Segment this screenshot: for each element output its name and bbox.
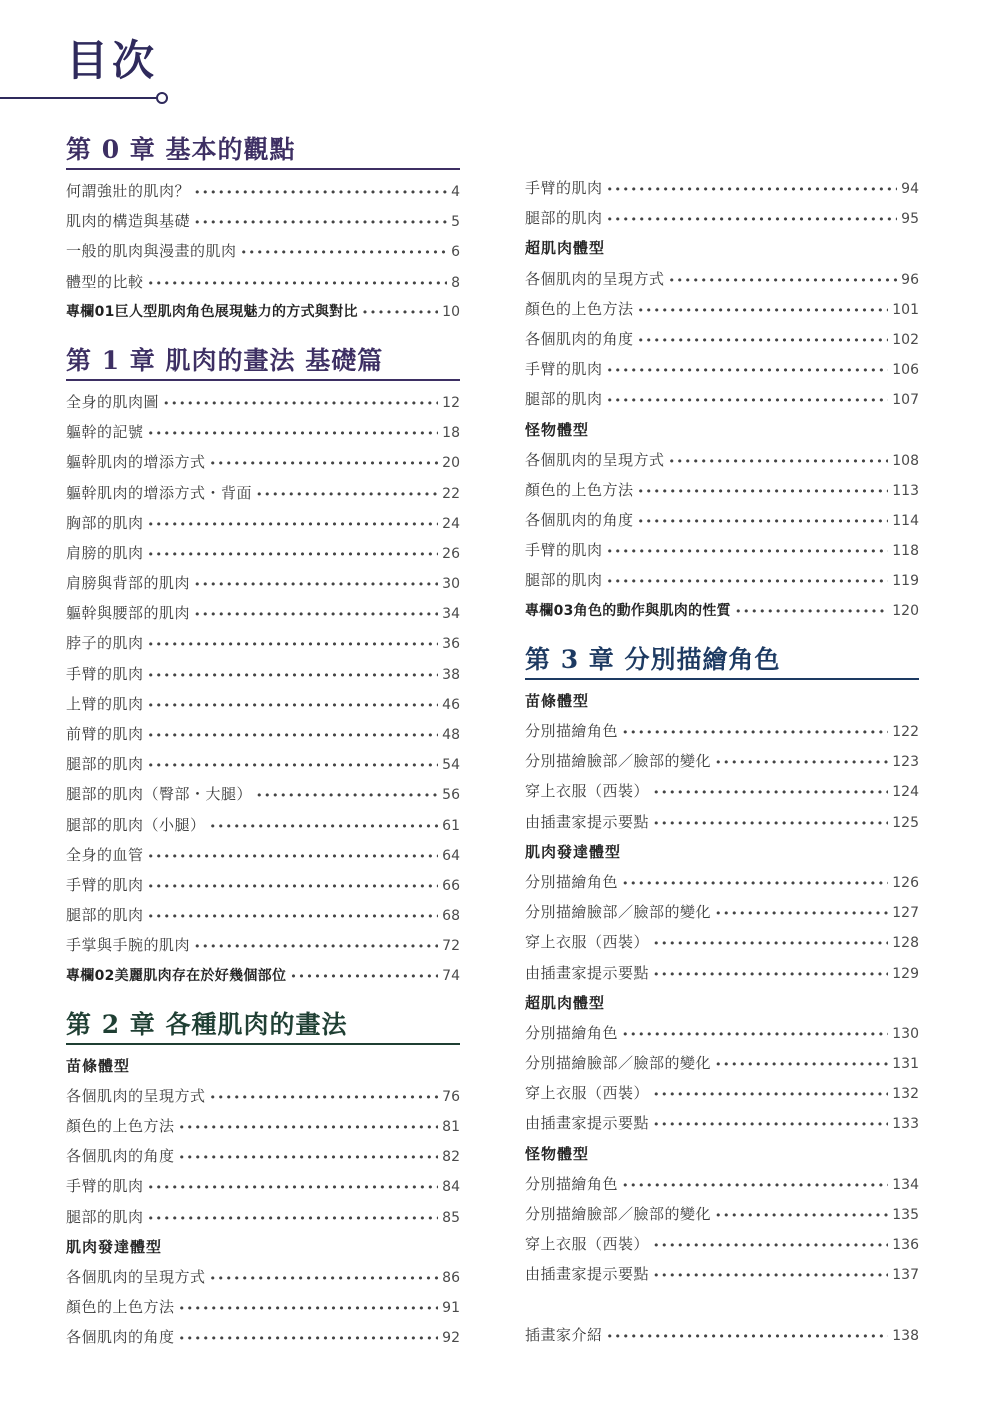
toc-entry[interactable] <box>525 716 919 746</box>
dot-leader <box>148 721 439 751</box>
toc-entry-label: 顏色的上色方法 <box>525 480 634 499</box>
toc-entry[interactable] <box>525 294 919 324</box>
toc-entry-label: 腿部的肌肉 <box>66 1207 144 1226</box>
toc-entry-label: 穿上衣服（西裝） <box>525 782 650 801</box>
toc-entry-page: 68 <box>442 908 460 925</box>
toc-entry-label: 軀幹的記號 <box>66 423 144 442</box>
chapter-3-entries <box>525 686 919 1290</box>
toc-entry-label: 體型的比較 <box>66 272 144 291</box>
title-ornament-dot <box>156 92 168 104</box>
toc-entry-page: 84 <box>442 1179 460 1196</box>
toc-entry-column[interactable] <box>66 961 460 991</box>
toc-entry-label: 由插畫家提示要點 <box>525 1114 650 1133</box>
toc-entry-page: 61 <box>442 817 460 834</box>
toc-entry-page: 133 <box>892 1116 919 1133</box>
toc-entry[interactable] <box>525 324 919 354</box>
body-type-subheading: 怪物體型 <box>525 1144 590 1163</box>
chapter-title: 第 2 章 各種肌肉的畫法 <box>66 1009 348 1039</box>
toc-entry[interactable] <box>525 927 919 957</box>
toc-entry[interactable] <box>66 478 460 508</box>
toc-entry-page: 108 <box>892 452 919 469</box>
dot-leader <box>210 1083 439 1113</box>
toc-entry-page: 36 <box>442 636 460 653</box>
toc-entry-label: 各個肌肉的角度 <box>525 511 634 530</box>
toc-entry-label: 分別描繪臉部／臉部的變化 <box>525 1205 712 1223</box>
toc-entry[interactable] <box>66 447 460 477</box>
toc-column-left <box>66 126 460 1353</box>
toc-entry[interactable] <box>66 930 460 960</box>
toc-entry-page: 48 <box>442 727 460 743</box>
toc-entry-label: 各個肌肉的呈現方式 <box>525 269 665 288</box>
dot-leader <box>638 296 889 326</box>
toc-entry-page: 64 <box>442 847 460 864</box>
toc-entry-page: 8 <box>451 274 460 291</box>
dot-leader <box>148 691 439 721</box>
dot-leader <box>148 419 439 449</box>
toc-entry-label: 腿部的肌肉 <box>525 390 603 409</box>
toc-entry[interactable] <box>66 1081 460 1111</box>
toc-entry[interactable] <box>66 659 460 689</box>
toc-entry-label: 手臂的肌肉 <box>66 664 144 683</box>
toc-entry-page: 127 <box>892 905 919 922</box>
dot-leader <box>607 537 889 567</box>
toc-entry-label: 專欄01巨人型肌肉角色展現魅力的方式與對比 <box>66 303 358 320</box>
toc-entry-label: 穿上衣服（西裝） <box>525 1235 650 1254</box>
toc-entry-page: 38 <box>442 666 460 683</box>
dot-leader <box>210 812 439 842</box>
toc-entry[interactable] <box>66 538 460 568</box>
toc-entry[interactable] <box>66 749 460 779</box>
toc-entry-label: 何謂強壯的肌肉？ <box>66 182 191 200</box>
chapter-2-heading <box>66 1001 460 1045</box>
toc-entry[interactable] <box>66 176 460 206</box>
toc-entry-label: 各個肌肉的呈現方式 <box>525 450 665 469</box>
toc-entry[interactable] <box>66 719 460 749</box>
chapter-1-heading <box>66 337 460 381</box>
toc-entry-label: 胸部的肌肉 <box>66 513 144 532</box>
toc-entry-page: 30 <box>442 576 460 593</box>
toc-entry[interactable] <box>525 776 919 806</box>
dot-leader <box>622 869 888 899</box>
toc-entry-page: 119 <box>892 573 919 590</box>
toc-entry-page: 26 <box>442 545 460 562</box>
toc-entry[interactable] <box>66 779 460 809</box>
toc-entry-label: 各個肌肉的呈現方式 <box>66 1268 206 1286</box>
toc-entry-page: 20 <box>442 455 460 472</box>
toc-entry-page: 74 <box>442 967 460 984</box>
spacer <box>525 1290 919 1320</box>
dot-leader <box>148 540 439 570</box>
toc-entry[interactable] <box>525 897 919 927</box>
toc-entry-label: 手臂的肌肉 <box>66 875 144 894</box>
dot-leader <box>148 269 448 299</box>
toc-entry[interactable] <box>525 535 919 565</box>
toc-entry[interactable] <box>525 384 919 414</box>
toc-entry-page: 56 <box>442 787 460 804</box>
dot-leader <box>715 748 888 778</box>
toc-entry-column[interactable] <box>525 596 919 626</box>
toc-entry-label: 顏色的上色方法 <box>66 1117 175 1136</box>
chapter-rule <box>66 379 460 381</box>
toc-entry-page: 107 <box>892 392 919 409</box>
toc-entry-page: 135 <box>892 1207 919 1223</box>
dot-leader <box>653 1110 888 1140</box>
toc-entry-label: 肩膀與背部的肌肉 <box>66 574 191 593</box>
toc-entry[interactable] <box>66 628 460 658</box>
toc-entry[interactable] <box>66 1292 460 1322</box>
toc-entry-page: 113 <box>892 482 919 499</box>
toc-entry[interactable] <box>66 206 460 236</box>
toc-entry-label: 各個肌肉的呈現方式 <box>66 1086 206 1105</box>
toc-entry-page: 95 <box>901 211 919 228</box>
dot-leader <box>715 1050 888 1080</box>
dot-leader <box>179 1113 439 1143</box>
toc-entry[interactable] <box>525 264 919 294</box>
toc-entry-page: 123 <box>892 754 919 771</box>
chapter-title: 第 1 章 肌肉的畫法 基礎篇 <box>66 345 384 375</box>
dot-leader <box>653 929 888 959</box>
body-type-subheading: 肌肉發達體型 <box>66 1237 163 1256</box>
spacer <box>66 991 460 1001</box>
toc-entry-label: 手臂的肌肉 <box>66 1177 144 1196</box>
toc-entry[interactable] <box>66 267 460 297</box>
toc-entry-page: 102 <box>892 331 919 348</box>
toc-entry-page: 82 <box>442 1149 460 1166</box>
toc-entry[interactable] <box>525 354 919 384</box>
toc-entry-label: 顏色的上色方法 <box>66 1298 175 1317</box>
toc-entry-label: 由插畫家提示要點 <box>525 963 650 982</box>
chapter-3-heading <box>525 636 919 680</box>
dot-leader <box>256 480 438 510</box>
dot-leader <box>148 630 439 660</box>
dot-leader <box>607 567 889 597</box>
toc-entry-label: 各個肌肉的角度 <box>66 1147 175 1166</box>
dot-leader <box>194 570 438 600</box>
chapter-0-heading <box>66 126 460 170</box>
toc-entry-page: 137 <box>892 1267 919 1284</box>
toc-entry[interactable] <box>66 417 460 447</box>
toc-entry[interactable] <box>525 746 919 776</box>
body-type-subheading: 肌肉發達體型 <box>525 842 622 861</box>
toc-entry[interactable] <box>525 203 919 233</box>
toc-entry-page: 134 <box>892 1176 919 1193</box>
dot-leader <box>163 389 438 419</box>
toc-entry-page: 92 <box>442 1330 460 1347</box>
toc-entry[interactable] <box>66 840 460 870</box>
dot-leader <box>179 1294 439 1324</box>
toc-entry[interactable] <box>525 958 919 988</box>
toc-entry-page: 24 <box>442 515 460 532</box>
toc-entry[interactable] <box>525 1078 919 1108</box>
toc-entry[interactable] <box>66 387 460 417</box>
toc-entry[interactable] <box>66 810 460 840</box>
dot-leader <box>148 510 439 540</box>
toc-entry-page: 46 <box>442 696 460 713</box>
toc-entry-page: 72 <box>442 938 460 955</box>
dot-leader <box>622 718 888 748</box>
toc-entry-label: 軀幹肌肉的增添方式・背面 <box>66 483 253 502</box>
toc-entry[interactable] <box>66 1111 460 1141</box>
dot-leader <box>622 1171 888 1201</box>
toc-entry-page: 128 <box>892 935 919 952</box>
toc-entry-page: 106 <box>892 362 919 379</box>
spacer <box>66 327 460 337</box>
toc-entry-label: 手臂的肌肉 <box>525 179 603 197</box>
toc-entry-page: 138 <box>892 1327 919 1344</box>
dot-leader <box>607 1322 889 1352</box>
toc-entry[interactable] <box>66 1171 460 1201</box>
dot-leader <box>362 298 438 328</box>
toc-entry-page: 91 <box>442 1300 460 1317</box>
toc-entry-page: 18 <box>442 425 460 442</box>
dot-leader <box>653 1231 888 1261</box>
toc-entry-page: 5 <box>451 214 460 231</box>
toc-entry-page: 94 <box>901 181 919 197</box>
toc-entry-page: 22 <box>442 485 460 502</box>
toc-entry-label: 軀幹與腰部的肌肉 <box>66 604 191 623</box>
title-rule <box>0 97 158 99</box>
toc-entry-label: 分別描繪臉部／臉部的變化 <box>525 752 712 771</box>
body-type-subheading: 苗條體型 <box>66 1056 131 1075</box>
toc-entry-page: 86 <box>442 1270 460 1286</box>
toc-entry-label: 分別描繪角色 <box>525 722 619 740</box>
dot-leader <box>194 178 447 208</box>
dot-leader <box>715 1201 888 1231</box>
toc-entry-page: 12 <box>442 394 460 411</box>
dot-leader <box>290 962 438 992</box>
dot-leader <box>241 238 448 268</box>
toc-entry-label: 專欄03角色的動作與肌肉的性質 <box>525 602 731 619</box>
toc-entry-label: 分別描繪角色 <box>525 1023 619 1042</box>
chapter-2-entries-left <box>66 1051 460 1353</box>
toc-entry[interactable] <box>525 1199 919 1229</box>
toc-column-right <box>525 173 919 1350</box>
dot-leader <box>179 1324 439 1354</box>
dot-leader <box>607 205 898 235</box>
chapter-2-entries-right <box>525 173 919 626</box>
toc-entry-page: 81 <box>442 1119 460 1136</box>
body-type-subheading: 超肌肉體型 <box>525 993 606 1012</box>
toc-entry-label: 軀幹肌肉的增添方式 <box>66 453 206 472</box>
dot-leader <box>148 1173 439 1203</box>
toc-entry-label: 分別描繪角色 <box>525 872 619 891</box>
toc-entry[interactable] <box>66 1202 460 1232</box>
dot-leader <box>653 960 888 990</box>
spacer <box>525 626 919 636</box>
toc-entry[interactable] <box>66 1141 460 1171</box>
toc-entry[interactable] <box>525 173 919 203</box>
chapter-title: 第 0 章 基本的觀點 <box>66 135 296 164</box>
toc-entry-page: 126 <box>892 874 919 891</box>
toc-entry-label: 肌肉的構造與基礎 <box>66 212 191 231</box>
dot-leader <box>256 781 438 811</box>
toc-entry-page: 122 <box>892 724 919 740</box>
toc-entry[interactable] <box>66 508 460 538</box>
dot-leader <box>653 1261 888 1291</box>
toc-entry-label: 腿部的肌肉（小腿） <box>66 815 206 834</box>
toc-entry-label: 腿部的肌肉 <box>525 209 603 228</box>
chapter-rule <box>66 168 460 170</box>
dot-leader <box>653 809 888 839</box>
dot-leader <box>210 1264 439 1294</box>
dot-leader <box>622 1020 888 1050</box>
toc-entry-page: 131 <box>892 1056 919 1073</box>
toc-entry[interactable] <box>525 565 919 595</box>
toc-entry-page: 130 <box>892 1025 919 1042</box>
toc-entry[interactable] <box>525 1108 919 1138</box>
toc-entry-column[interactable] <box>66 297 460 327</box>
toc-entry-page: 96 <box>901 271 919 288</box>
toc-entry-label: 由插畫家提示要點 <box>525 1265 650 1284</box>
toc-entry[interactable] <box>525 445 919 475</box>
toc-entry-label: 肩膀的肌肉 <box>66 543 144 562</box>
dot-leader <box>179 1143 439 1173</box>
body-type-subheading: 怪物體型 <box>525 420 590 439</box>
toc-entry-label: 腿部的肌肉 <box>66 755 144 774</box>
toc-entry[interactable] <box>66 900 460 930</box>
toc-entry[interactable] <box>525 475 919 505</box>
toc-entry[interactable] <box>525 867 919 897</box>
toc-entry-page: 4 <box>451 184 460 200</box>
toc-entry-label: 由插畫家提示要點 <box>525 812 650 831</box>
chapter-rule <box>66 1043 460 1045</box>
toc-entry-page: 85 <box>442 1209 460 1226</box>
dot-leader <box>148 661 439 691</box>
toc-entry-label: 腿部的肌肉 <box>66 906 144 925</box>
toc-entry-label: 一般的肌肉與漫畫的肌肉 <box>66 242 237 261</box>
toc-entry-page: 114 <box>892 513 919 530</box>
toc-entry-page: 136 <box>892 1237 919 1254</box>
toc-entry-page: 6 <box>451 244 460 261</box>
toc-entry[interactable] <box>66 870 460 900</box>
dot-leader <box>669 447 889 477</box>
toc-entry[interactable] <box>525 1169 919 1199</box>
toc-entry-label: 腿部的肌肉 <box>525 571 603 590</box>
dot-leader <box>194 932 438 962</box>
dot-leader <box>210 449 439 479</box>
dot-leader <box>607 356 889 386</box>
toc-entry-label: 腿部的肌肉（臀部・大腿） <box>66 785 253 804</box>
toc-entry-illustrator[interactable] <box>525 1320 919 1350</box>
toc-entry-page: 10 <box>442 303 460 320</box>
dot-leader <box>653 1080 888 1110</box>
toc-entry-page: 54 <box>442 757 460 774</box>
toc-entry-label: 手臂的肌肉 <box>525 541 603 560</box>
toc-entry-label: 各個肌肉的角度 <box>525 329 634 348</box>
toc-entry[interactable] <box>66 1262 460 1292</box>
toc-entry-page: 34 <box>442 606 460 623</box>
toc-entry-label: 上臂的肌肉 <box>66 694 144 713</box>
toc-entry-page: 66 <box>442 877 460 894</box>
toc-entry-page: 120 <box>892 602 919 619</box>
toc-entry-label: 分別描繪角色 <box>525 1174 619 1193</box>
dot-leader <box>607 386 889 416</box>
toc-entry[interactable] <box>66 568 460 598</box>
toc-entry-label: 脖子的肌肉 <box>66 634 144 653</box>
chapter-0-entries <box>66 176 460 327</box>
toc-entry[interactable] <box>525 807 919 837</box>
toc-entry[interactable] <box>525 1018 919 1048</box>
dot-leader <box>194 600 438 630</box>
toc-entry-label: 各個肌肉的角度 <box>66 1328 175 1347</box>
dot-leader <box>148 842 439 872</box>
toc-entry-page: 132 <box>892 1086 919 1103</box>
dot-leader <box>653 778 888 808</box>
dot-leader <box>638 477 889 507</box>
toc-entry[interactable] <box>66 1322 460 1352</box>
dot-leader <box>148 902 439 932</box>
dot-leader <box>638 507 889 537</box>
body-type-subheading: 苗條體型 <box>525 691 590 710</box>
toc-entry-page: 125 <box>892 814 919 831</box>
toc-entry[interactable] <box>525 1048 919 1078</box>
dot-leader <box>735 597 888 627</box>
dot-leader <box>148 872 439 902</box>
toc-entry-label: 前臂的肌肉 <box>66 725 144 743</box>
toc-entry-page: 118 <box>892 543 919 560</box>
dot-leader <box>148 751 439 781</box>
toc-entry[interactable] <box>525 1229 919 1259</box>
toc-entry[interactable] <box>66 236 460 266</box>
dot-leader <box>715 899 888 929</box>
toc-entry[interactable] <box>66 598 460 628</box>
dot-leader <box>607 175 898 205</box>
toc-entry-label: 全身的血管 <box>66 845 144 864</box>
dot-leader <box>148 1204 439 1234</box>
toc-entry-label: 手臂的肌肉 <box>525 360 603 379</box>
toc-entry[interactable] <box>66 689 460 719</box>
toc-entry-label: 手掌與手腕的肌肉 <box>66 936 191 955</box>
toc-entry-label: 穿上衣服（西裝） <box>525 1084 650 1103</box>
toc-entry-page: 101 <box>892 301 919 318</box>
toc-entry[interactable] <box>525 505 919 535</box>
toc-entry-label: 全身的肌肉圖 <box>66 392 160 411</box>
toc-entry-page: 76 <box>442 1088 460 1105</box>
toc-entry-label: 專欄02美麗肌肉存在於好幾個部位 <box>66 967 287 984</box>
body-type-subheading: 超肌肉體型 <box>525 239 606 258</box>
toc-entry-label: 插畫家介紹 <box>525 1325 603 1344</box>
chapter-title: 第 3 章 分別描繪角色 <box>525 644 781 674</box>
toc-entry-label: 顏色的上色方法 <box>525 299 634 318</box>
chapter-rule <box>525 678 919 680</box>
dot-leader <box>638 326 889 356</box>
toc-entry[interactable] <box>525 1259 919 1289</box>
toc-entry-page: 129 <box>892 965 919 982</box>
dot-leader <box>194 208 447 238</box>
chapter-1-entries <box>66 387 460 991</box>
dot-leader <box>669 266 898 296</box>
toc-entry-label: 分別描繪臉部／臉部的變化 <box>525 903 712 922</box>
page-title: 目次 <box>66 36 159 85</box>
toc-entry-page: 124 <box>892 784 919 801</box>
toc-entry-label: 分別描繪臉部／臉部的變化 <box>525 1054 712 1073</box>
toc-entry-label: 穿上衣服（西裝） <box>525 933 650 952</box>
